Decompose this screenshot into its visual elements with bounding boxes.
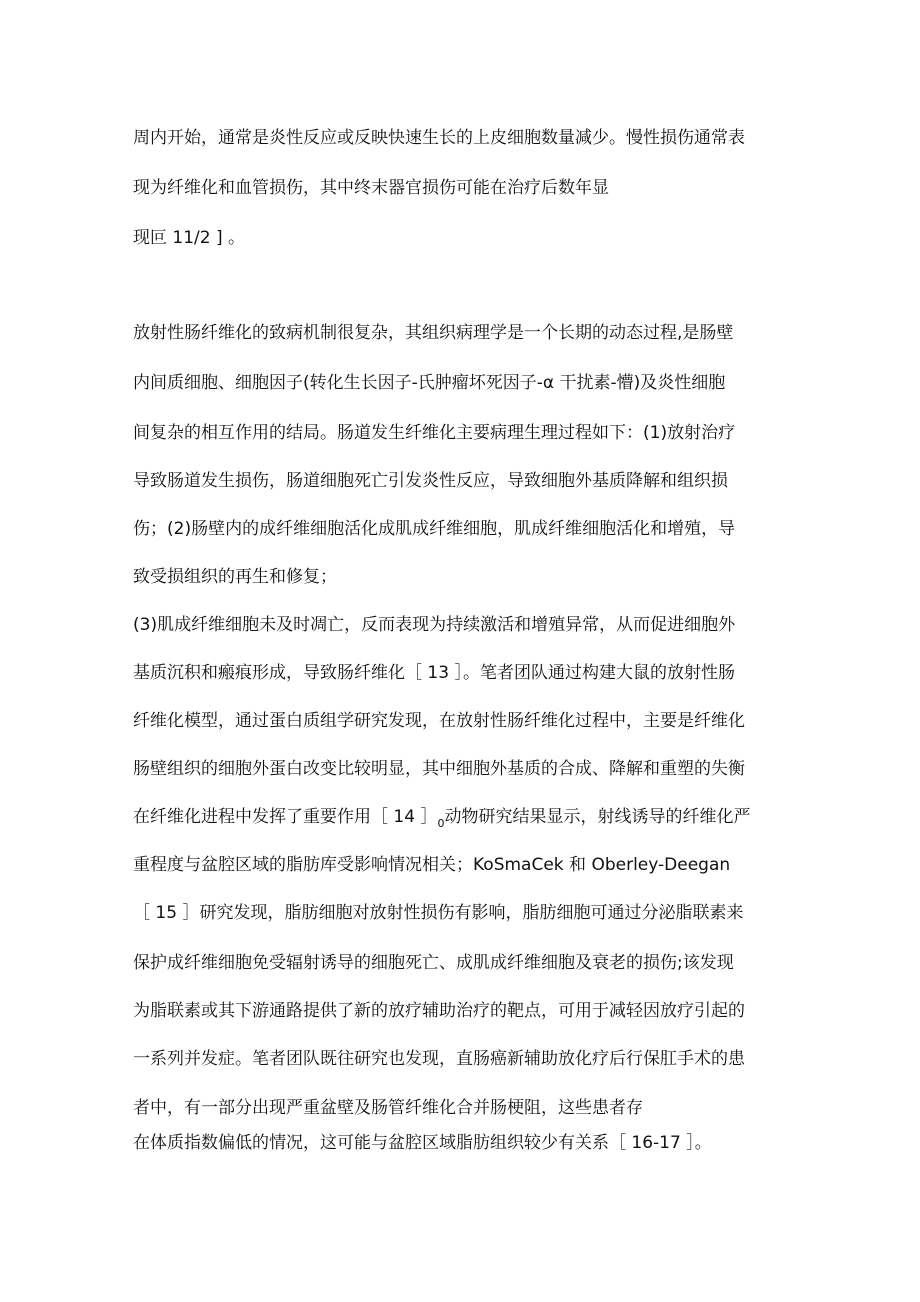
- paragraph-line: ［ 15 ］研究发现，脂肪细胞对放射性损伤有影响，脂肪细胞可通过分泌脂联素来: [133, 903, 744, 923]
- paragraph-line: 在体质指数偏低的情况，这可能与盆腔区域脂肪组织较少有关系［ 16-17 ］。: [133, 1133, 712, 1153]
- paragraph-line: 重程度与盆腔区域的脂肪库受影响情况相关；KoSmaCek 和 Oberley-Deegan: [133, 855, 731, 875]
- paragraph-line: 保护成纤维细胞免受辐射诱导的细胞死亡、成肌成纤维细胞及衰老的损伤;该发现: [133, 953, 734, 973]
- paragraph-line: 导致肠道发生损伤，肠道细胞死亡引发炎性反应，导致细胞外基质降解和组织损: [133, 471, 728, 491]
- text-segment: 在纤维化进程中发挥了重要作用［ 14 ］: [133, 807, 438, 827]
- paragraph-line: 现叵 11/2 ] 。: [133, 228, 246, 248]
- paragraph-line: 伤；(2)肠壁内的成纤维细胞活化成肌成纤维细胞，肌成纤维细胞活化和增殖，导: [133, 519, 736, 539]
- paragraph-line: 肠壁组织的细胞外蛋白改变比较明显，其中细胞外基质的合成、降解和重塑的失衡: [133, 759, 745, 779]
- subscript-text: 0: [437, 817, 445, 830]
- paragraph-line: 周内开始，通常是炎性反应或反映快速生长的上皮细胞数量减少。慢性损伤通常表: [133, 128, 745, 148]
- paragraph-line: 放射性肠纤维化的致病机制很复杂，其组织病理学是一个长期的动态过程,是肠壁: [133, 323, 734, 343]
- paragraph-line: 者中，有一部分出现严重盆壁及肠管纤维化合并肠梗阻，这些患者存: [133, 1098, 643, 1118]
- text-segment: 动物研究结果显示，射线诱导的纤维化严: [444, 807, 751, 827]
- paragraph-line: 纤维化模型，通过蛋白质组学研究发现，在放射性肠纤维化过程中，主要是纤维化: [133, 711, 745, 731]
- paragraph-line: [133, 806, 750, 830]
- paragraph-line: 基质沉积和瘢痕形成，导致肠纤维化［ 13 ］。笔者团队通过构建大鼠的放射性肠: [133, 663, 735, 683]
- paragraph-line: 为脂联素或其下游通路提供了新的放疗辅助治疗的靶点，可用于减轻因放疗引起的: [133, 1001, 745, 1021]
- paragraph-line: 内间质细胞、细胞因子(转化生长因子-氏肿瘤坏死因子-α 干扰素-懵)及炎性细胞: [133, 373, 726, 393]
- paragraph-line: 致受损组织的再生和修复；: [133, 567, 337, 587]
- paragraph-line: 一系列并发症。笔者团队既往研究也发现，直肠癌新辅助放化疗后行保肛手术的患: [133, 1049, 745, 1069]
- paragraph-line: 间复杂的相互作用的结局。肠道发生纤维化主要病理生理过程如下：(1)放射治疗: [133, 423, 736, 443]
- paragraph-line: 现为纤维化和血管损伤，其中终末器官损伤可能在治疗后数年显: [133, 178, 609, 198]
- paragraph-line: (3)肌成纤维细胞未及时凋亡，反而表现为持续激活和增殖异常，从而促进细胞外: [133, 615, 736, 635]
